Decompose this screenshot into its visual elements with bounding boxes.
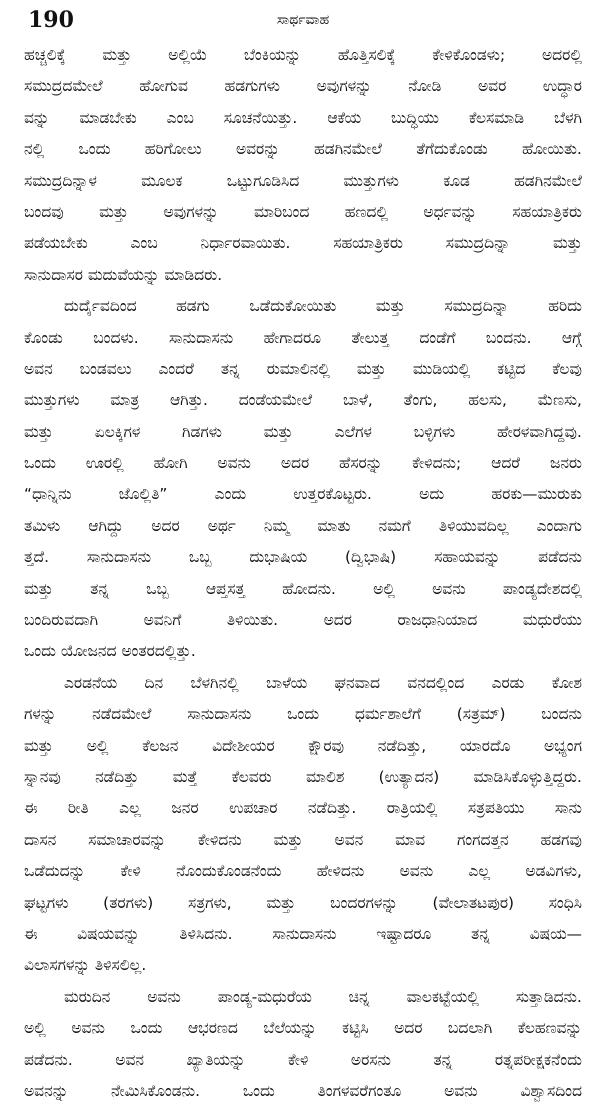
text-line: ಕೊಂಡು ಬಂದಳು. ಸಾನುದಾಸನು ಹೇಗಾದರೂ ತೇಲುತ್ತ ದಂಡೆಗೆ ಬಂದನು. ಆಗ್ಗೆ [24, 328, 582, 347]
text-line: ತ್ತದೆ. ಸಾನುದಾಸನು ಒಬ್ಬ ದುಭಾಷಿಯ (ದ್ವಿಭಾಷಿ) ಸಹಾಯವನ್ನು ಪಡೆದನು [24, 548, 582, 567]
text-line: ಪಡೆದನು. ಅವನ ಖ್ಯಾತಿಯನ್ನು ಕೇಳಿ ಅರಸನು ತನ್ನ ರತ್ನಪರೀಕ್ಷಕನೆಂದು [24, 1050, 582, 1069]
text-line: ಮತ್ತು ಅಲ್ಲಿ ಕೆಲಜನ ವಿದೇಶೀಯರ ಕ್ಷೌರವು ನಡೆದಿತ್ತು, ಯಾರದೊ ಅಭ್ಯಂಗ [24, 736, 582, 755]
text-line: ತಮಿಳು ಆಗಿದ್ದು ಅದರ ಅರ್ಥ ನಿಮ್ಮ ಮಾತು ನಮಗೆ ತಿಳಿಯುವದಿಲ್ಲ ಎಂದಾಗು [24, 516, 582, 535]
running-head: ಸಾರ್ಥವಾಹ [276, 12, 330, 28]
text-line: ವನ್ನು ಮಾಡಬೇಕು ಎಂಬ ಸೂಚನೆಯಿತ್ತು. ಆಕೆಯ ಬುದ್ಧಿಯು ಕೆಲಸಮಾಡಿ ಬೆಳಗಿ [24, 108, 582, 127]
text-line: ಗಳನ್ನು ನಡೆದಮೇಲೆ ಸಾನುದಾಸನು ಒಂದು ಧರ್ಮಶಾಲೆಗೆ (ಸತ್ರಮ್) ಬಂದನು [24, 705, 582, 724]
paragraph-3 [24, 668, 582, 982]
text-line: ಒಡೆದುದನ್ನು ಕೇಳಿ ನೊಂದುಕೊಂಡನೆಂದು ಹೇಳಿದನು ಅವನು ಎಲ್ಲ ಅಡವಿಗಳು, [24, 862, 582, 881]
text-line: ಮತ್ತು ಏಲಕ್ಕಿಗಳ ಗಿಡಗಳು ಮತ್ತು ಎಲೆಗಳ ಬಳ್ಳಿಗಳು ಹೇರಳವಾಗಿದ್ದವು. [24, 422, 582, 441]
body-text [24, 40, 582, 1107]
text-line: ಈ ವಿಷಯವನ್ನು ತಿಳಿಸಿದನು. ಸಾನುದಾಸನು ಇಷ್ಟಾದರೂ ತನ್ನ ವಿಷಯ— [24, 924, 582, 943]
paragraph-4 [24, 982, 582, 1107]
text-line: ಅಲ್ಲಿ ಅವನು ಒಂದು ಆಭರಣದ ಬೆಲೆಯನ್ನು ಕಟ್ಟಿಸಿ ಅದರ ಬದಲಾಗಿ ಕೆಲಹಣವನ್ನು [24, 1019, 582, 1038]
text-line: ನಲ್ಲಿ ಒಂದು ಹರಿಗೋಲು ಅವರನ್ನು ಹಡಗಿನಮೇಲೆ ತೆಗೆದುಕೊಂಡು ಹೋಯಿತು. [24, 140, 582, 159]
page-number: 190 [28, 7, 74, 33]
text-line: ಹಚ್ಚಲಿಕ್ಕೆ ಮತ್ತು ಅಲ್ಲಿಯೆ ಬೆಂಕಿಯನ್ನು ಹೊತ್ತಿಸಲಿಕ್ಕೆ ಕೇಳಿಕೊಂಡಳು; ಅದರಲ್ಲಿ [24, 46, 582, 64]
text-line: ಪಡೆಯಬೇಕು ಎಂಬ ನಿರ್ಧಾರವಾಯಿತು. ಸಹಯಾತ್ರಿಕರು ಸಮುದ್ರದಿನ್ನಾ ಮತ್ತು [24, 234, 582, 253]
text-line: ಒಂದು ಊರಲ್ಲಿ ಹೋಗಿ ಅವನು ಅದರ ಹೆಸರನ್ನು ಕೇಳಿದನು; ಆದರೆ ಜನರು [24, 454, 582, 473]
text-line: ದುರ್ದೈವದಿಂದ ಹಡಗು ಒಡೆದುಕೋಯಿತು ಮತ್ತು ಸಮುದ್ರದಿನ್ನಾ ಹರಿದು [64, 297, 582, 316]
text-line: ಬಂದಿರುವದಾಗಿ ಅವನಿಗೆ ತಿಳಿಯಿತು. ಅದರ ರಾಜಧಾನಿಯಾದ ಮಧುರೆಯು [24, 611, 582, 630]
text-line: ಸಮುದ್ರದಿನ್ನಾಳ ಮೂಲಕ ಒಟ್ಟುಗೂಡಿಸಿದ ಮುತ್ತುಗಳು ಕೂಡ ಹಡಗಿನಮೇಲೆ [24, 171, 582, 190]
text-line: “ಧಾನ್ನಿನು ಜೊಲ್ಲಿತಿ” ಎಂದು ಉತ್ತರಕೊಟ್ಟರು. ಅದು ಹರಕು—ಮುರುಕು [24, 485, 582, 504]
text-line: ಬಂದವು ಮತ್ತು ಅವುಗಳನ್ನು ಮಾರಿಬಂದ ಹಣದಲ್ಲಿ ಅರ್ಧವನ್ನು ಸಹಯಾತ್ರಿಕರು [24, 202, 582, 221]
text-line: ಅವನನ್ನು ನೇಮಿಸಿಕೊಂಡನು. ಒಂದು ತಿಂಗಳವರೆಗಂತೂ ಅವನು ವಿಶ್ವಾಸದಿಂದ [24, 1081, 582, 1100]
text-line: ಮುತ್ತುಗಳು ಮಾತ್ರ ಆಗಿತ್ತು. ದಂಡೆಯಮೇಲೆ ಬಾಳೆ, ತೆಂಗು, ಹಲಸು, ಮೆಣಸು, [24, 391, 582, 410]
paragraph-1 [24, 40, 582, 291]
text-line: ಮರುದಿನ ಅವನು ಪಾಂಡ್ಯ-ಮಧುರೆಯ ಚಿನ್ನ ವಾಲಕಟ್ಟೆಯಲ್ಲಿ ಸುತ್ತಾಡಿದನು. [64, 987, 582, 1006]
text-line: ಘಟ್ಟಗಳು (ತರಗಳು) ಸತ್ರಗಳು, ಮತ್ತು ಬಂದರಗಳನ್ನು (ವೇಲಾತಟಪುರ) ಸಂಧಿಸಿ [24, 893, 582, 912]
text-line: ಅವನ ಬಂಡವಲು ಎಂದರೆ ತನ್ನ ರುಮಾಲಿನಲ್ಲಿ ಮತ್ತು ಮುಡಿಯಲ್ಲಿ ಕಟ್ಟಿದ ಕೆಲವು [24, 359, 582, 378]
text-line: ದಾಸನ ಸಮಾಚಾರವನ್ನು ಕೇಳಿದನು ಮತ್ತು ಅವನ ಮಾವ ಗಂಗದತ್ತನ ಹಡಗವು [24, 830, 582, 849]
page-header [24, 6, 582, 34]
text-line: ಈ ರೀತಿ ಎಲ್ಲ ಜನರ ಉಪಚಾರ ನಡೆದಿತ್ತು. ರಾತ್ರಿಯಲ್ಲಿ ಸತ್ರಪತಿಯು ಸಾನು [24, 799, 582, 818]
text-line: ಮತ್ತು ತನ್ನ ಒಬ್ಬ ಆಪ್ತಸತ್ತ ಹೋದನು. ಅಲ್ಲಿ ಅವನು ಪಾಂಡ್ಯದೇಶದಲ್ಲಿ [24, 579, 582, 598]
text-line: ವಿಲಾಸಗಳನ್ನು ತಿಳಿಸಲಿಲ್ಲ. [24, 956, 147, 975]
text-line: ಸಾನುದಾಸರ ಮದುವೆಯನ್ನು ಮಾಡಿದರು. [24, 265, 223, 284]
text-line: ಸಮುದ್ರದಮೇಲೆ ಹೋಗುವ ಹಡಗುಗಳು ಅವುಗಳನ್ನು ನೋಡಿ ಅವರ ಉದ್ಧಾರ [24, 77, 582, 96]
paragraph-2 [24, 291, 582, 668]
text-line: ಒಂದು ಯೋಜನದ ಅಂತರದಲ್ಲಿತ್ತು. [24, 642, 196, 661]
text-line: ಸ್ನಾನವು ನಡೆದಿತ್ತು ಮತ್ತೆ ಕೆಲವರು ಮಾಲಿಶ (ಉತ್ಯಾದನ) ಮಾಡಿಸಿಕೊಳ್ಳುತ್ತಿದ್ದರು. [24, 767, 582, 786]
text-line: ಎರಡನೆಯ ದಿನ ಬೆಳಗಿನಲ್ಲಿ ಬಾಳೆಯ ಘನವಾದ ವನದಲ್ಲಿಂದ ಎರಡು ಕೋಶ [64, 673, 582, 692]
